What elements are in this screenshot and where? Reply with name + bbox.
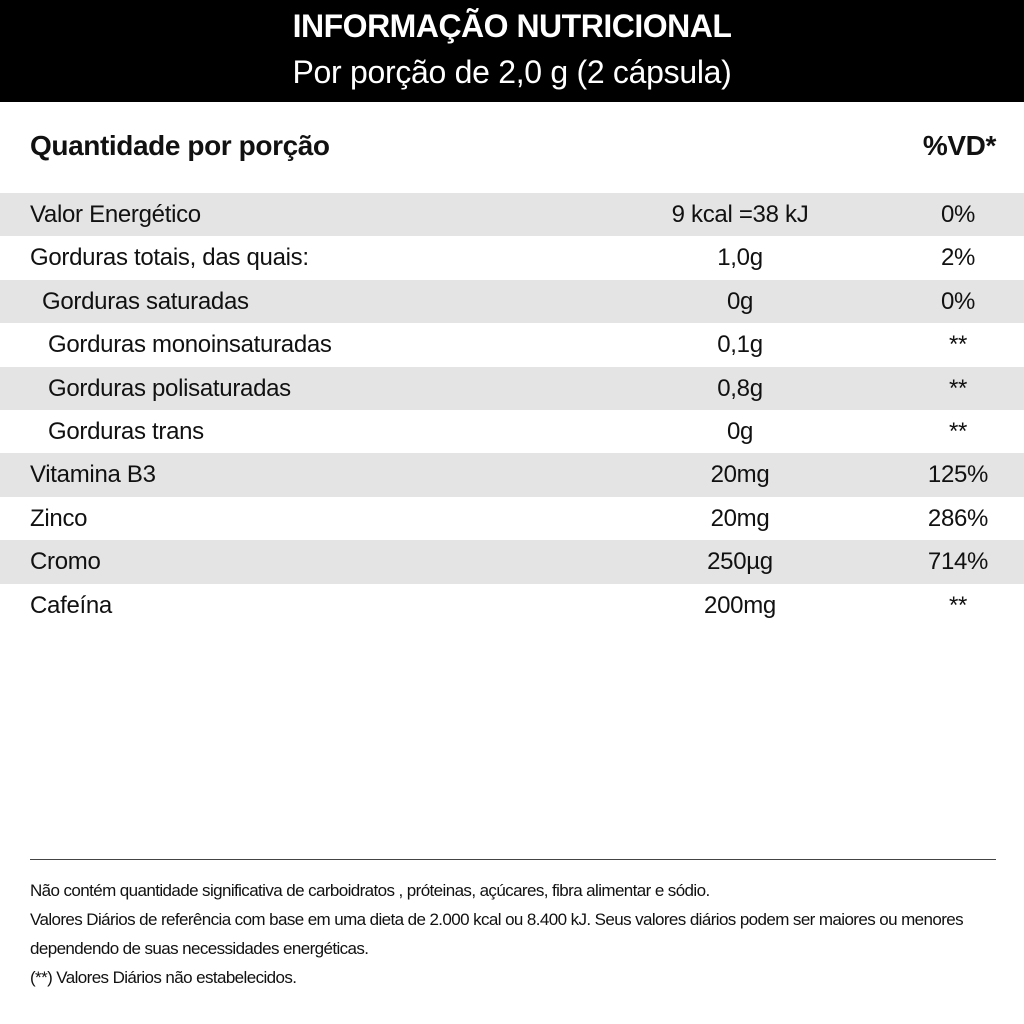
nutrient-vd: 125% — [927, 461, 989, 489]
nutrient-amount: 20mg — [710, 461, 770, 489]
nutrient-vd: ** — [948, 417, 968, 445]
table-row — [0, 193, 1024, 236]
nutrient-table — [0, 193, 1024, 627]
footnote-daily-values-cont: dependendo de suas necessidades energéticas. — [30, 939, 369, 958]
nutrient-amount: 250µg — [707, 548, 773, 576]
nutrient-name: Gorduras trans — [48, 417, 204, 445]
label-title: INFORMAÇÃO NUTRICIONAL — [292, 8, 732, 44]
nutrient-amount: 0g — [726, 417, 754, 445]
nutrient-amount: 200mg — [704, 591, 776, 619]
nutrient-name: Gorduras saturadas — [42, 287, 249, 315]
nutrient-amount: 0,1g — [717, 331, 763, 359]
table-row — [0, 453, 1024, 496]
table-row — [0, 323, 1024, 366]
nutrient-name: Gorduras polisaturadas — [48, 374, 291, 402]
nutrient-vd: 0% — [940, 287, 976, 315]
nutrient-vd: 286% — [927, 504, 989, 532]
vd-column-header: %VD* — [922, 130, 996, 161]
nutrient-amount: 9 kcal =38 kJ — [671, 201, 809, 228]
table-row — [0, 584, 1024, 627]
nutrient-name: Cafeína — [30, 591, 112, 619]
nutrient-name: Valor Energético — [30, 201, 201, 228]
nutrient-name: Cromo — [30, 548, 101, 576]
nutrient-amount: 0g — [726, 287, 754, 315]
table-row — [0, 497, 1024, 540]
nutrient-vd: 0% — [940, 201, 976, 228]
serving-size: Por porção de 2,0 g (2 cápsula) — [292, 54, 732, 90]
nutrient-vd: ** — [948, 331, 968, 359]
table-row — [0, 280, 1024, 323]
table-row — [0, 367, 1024, 410]
table-row — [0, 410, 1024, 453]
nutrient-amount: 1,0g — [717, 244, 763, 272]
nutrient-name: Gorduras totais, das quais: — [30, 244, 309, 272]
nutrient-vd: ** — [948, 591, 968, 619]
footnote-not-significant: Não contém quantidade significativa de carboidratos , próteinas, açúcares, fibra alimentar e sódio. — [30, 881, 710, 900]
footnotes — [30, 876, 1010, 992]
nutrient-vd: 2% — [940, 244, 976, 272]
nutrient-vd: ** — [948, 374, 968, 402]
nutrient-name: Vitamina B3 — [30, 461, 156, 489]
quantity-column-header: Quantidade por porção — [30, 130, 330, 161]
nutrient-vd: 714% — [927, 548, 989, 576]
nutrient-name: Gorduras monoinsaturadas — [48, 331, 332, 359]
nutrient-name: Zinco — [30, 504, 88, 532]
footer-divider — [30, 859, 996, 860]
table-row — [0, 540, 1024, 583]
table-row — [0, 236, 1024, 279]
nutrient-amount: 0,8g — [717, 374, 763, 402]
footnote-daily-values: Valores Diários de referência com base em uma dieta de 2.000 kcal ou 8.400 kJ. Seus valores diários podem ser maiores ou menores — [30, 910, 964, 929]
footnote-not-established: (**) Valores Diários não estabelecidos. — [30, 968, 297, 987]
nutrient-amount: 20mg — [710, 504, 770, 532]
label-header — [0, 0, 1024, 102]
